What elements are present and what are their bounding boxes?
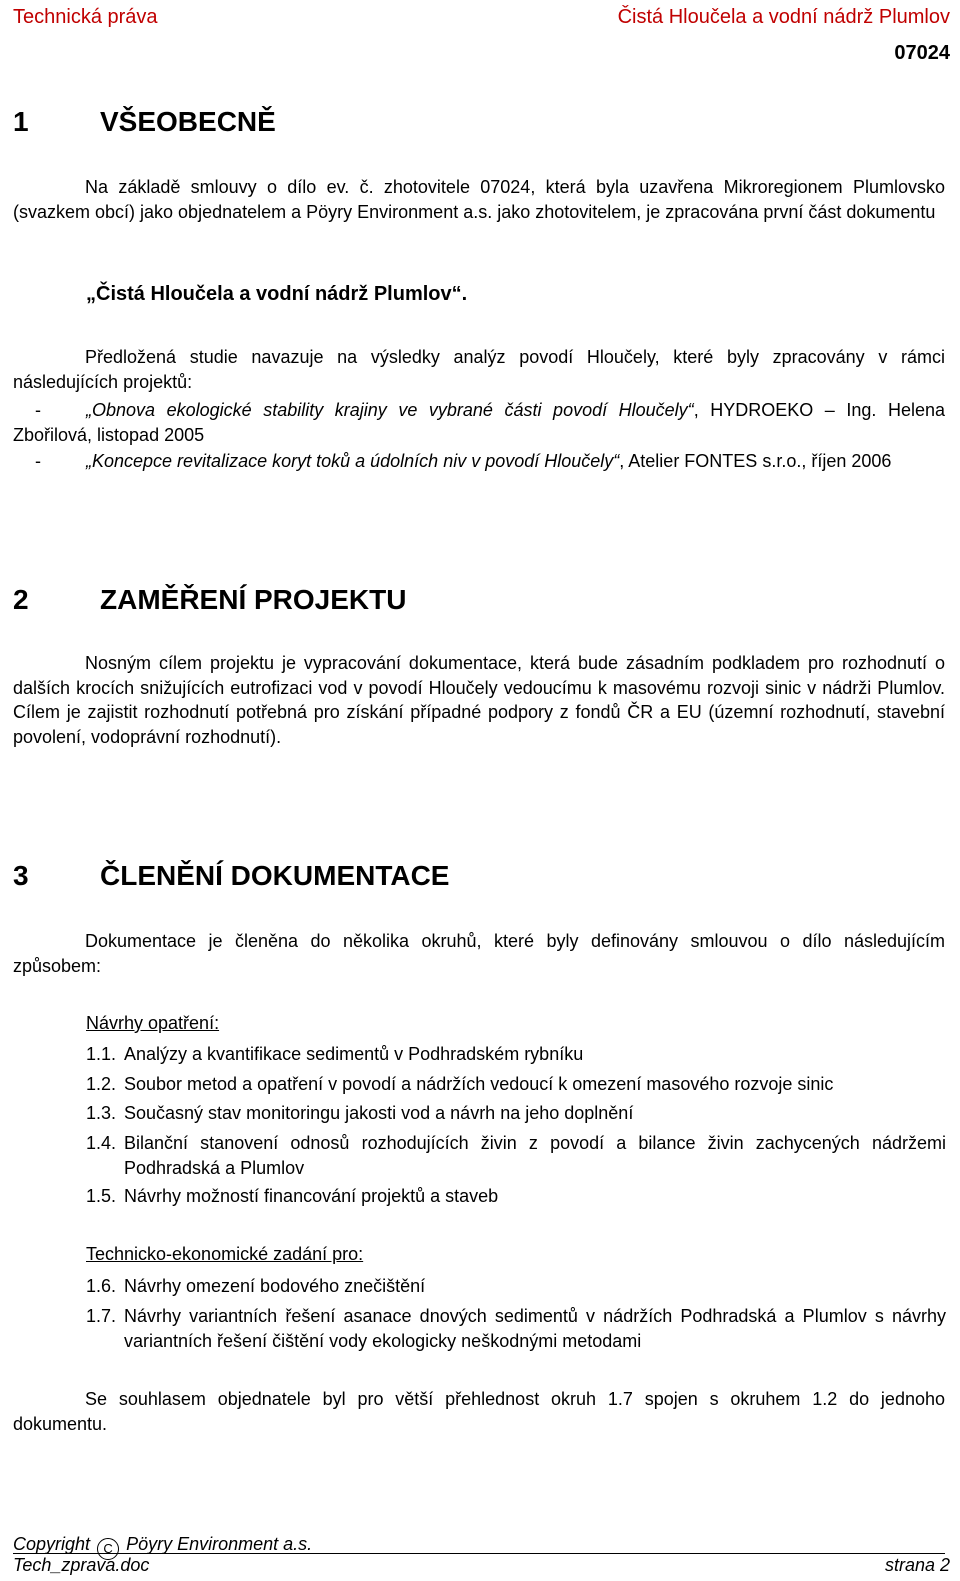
header-right: Čistá Hloučela a vodní nádrž Plumlov [617,6,950,28]
section-number: 3 [13,860,29,891]
section-title: VŠEOBECNĚ [100,106,276,137]
list-item [86,1072,946,1097]
item-number: 1.3. [86,1103,117,1123]
section-3-paragraph: Dokumentace je členěna do několika okruhů, které byly definovány smlouvou o dílo následujícím způsobem: [13,931,945,976]
bullet-text [13,398,945,447]
bullet-item [13,449,945,474]
copyright-icon: C [97,1538,119,1560]
item-text: Současný stav monitoringu jakosti vod a návrh na jeho doplnění [124,1103,634,1123]
document-title: „Čistá Hloučela a vodní nádrž Plumlov“. [86,283,468,305]
section-1-heading [13,106,276,138]
section-number: 2 [13,584,29,615]
item-number: 1.6. [86,1276,117,1296]
list-item [86,1101,946,1126]
item-text: Návrhy omezení bodového znečištění [124,1276,426,1296]
bullet-item [13,398,945,447]
bullet-italic: „Koncepce revitalizace koryt toků a údolních niv v povodí Hloučely“ [86,451,620,471]
group-2-title: Technicko-ekonomické zadání pro: [86,1244,364,1264]
footer-filename: Tech_zprava.doc [13,1555,150,1575]
list-item [86,1131,946,1180]
section-title: ZAMĚŘENÍ PROJEKTU [100,584,407,615]
copyright-label: Copyright [13,1534,91,1554]
company-name: Pöyry Environment a.s. [126,1534,313,1554]
list-item [86,1304,946,1353]
footer-page-number: strana 2 [884,1555,950,1575]
section-3-heading [13,860,449,892]
section-2-paragraph: Nosným cílem projektu je vypracování dokumentace, která bude zásadním podkladem pro rozhodnutí o dalších krocích snižujících eutrofizaci vod v povodí Hloučely vedoucímu k masovému rozvoji sinic v nádrži Plumlov. Cílem je zajistit rozhodnutí potřebná pro získání případné podpory z fondů ČR a EU (územní rozhodnutí, stavební povolení, vodoprávní rozhodnutí). [13,653,945,747]
section-2-heading [13,584,406,616]
item-text: Analýzy a kvantifikace sedimentů v Podhradském rybníku [124,1044,584,1064]
section-number: 1 [13,106,29,137]
bullet-dash: - [35,400,41,420]
item-number: 1.1. [86,1044,117,1064]
group-1-title: Návrhy opatření: [86,1013,220,1033]
section-1-paragraph-1: Na základě smlouvy o dílo ev. č. zhotovitele 07024, která byla uzavřena Mikroregionem Plumlovsko (svazkem obcí) jako objednatelem a Pöyry Environment a.s. jako zhotovitelem, je zpracována první část dokumentu [13,177,945,222]
item-text: Návrhy možností financování projektů a staveb [124,1186,499,1206]
item-number: 1.5. [86,1186,117,1206]
item-text: Návrhy variantních řešení asanace dnových sedimentů v nádržích Podhradská a Plumlov s návrhy variantních řešení čištění vody ekologicky neškodnými metodami [124,1306,946,1351]
footer-divider [13,1553,945,1554]
list-item [86,1274,946,1299]
list-item [86,1184,946,1209]
header-left: Technická práva [13,6,158,28]
bullet-rest: , HYDROEKO – Ing. Helena Zbořilová, listopad 2005 [13,400,945,445]
bullet-text [13,449,945,474]
section-1-paragraph-2: Předložená studie navazuje na výsledky analýz povodí Hloučely, které byly zpracovány v rámci následujících projektů: [13,347,945,392]
section-title: ČLENĚNÍ DOKUMENTACE [100,860,450,891]
bullet-rest: , Atelier FONTES s.r.o., říjen 2006 [619,451,892,471]
item-number: 1.7. [86,1306,117,1326]
item-text: Soubor metod a opatření v povodí a nádržích vedoucí k omezení masového rozvoje sinic [124,1074,834,1094]
bullet-italic: „Obnova ekologické stability krajiny ve vybrané části povodí Hloučely“ [86,400,694,420]
document-number: 07024 [894,42,950,64]
item-number: 1.2. [86,1074,117,1094]
bullet-dash: - [35,451,41,471]
list-item [86,1042,946,1067]
item-number: 1.4. [86,1133,117,1153]
item-text: Bilanční stanovení odnosů rozhodujících živin z povodí a bilance živin zachycených nádržemi Podhradská a Plumlov [124,1133,946,1178]
closing-paragraph: Se souhlasem objednatele byl pro větší přehlednost okruh 1.7 spojen s okruhem 1.2 do jednoho dokumentu. [13,1389,945,1434]
